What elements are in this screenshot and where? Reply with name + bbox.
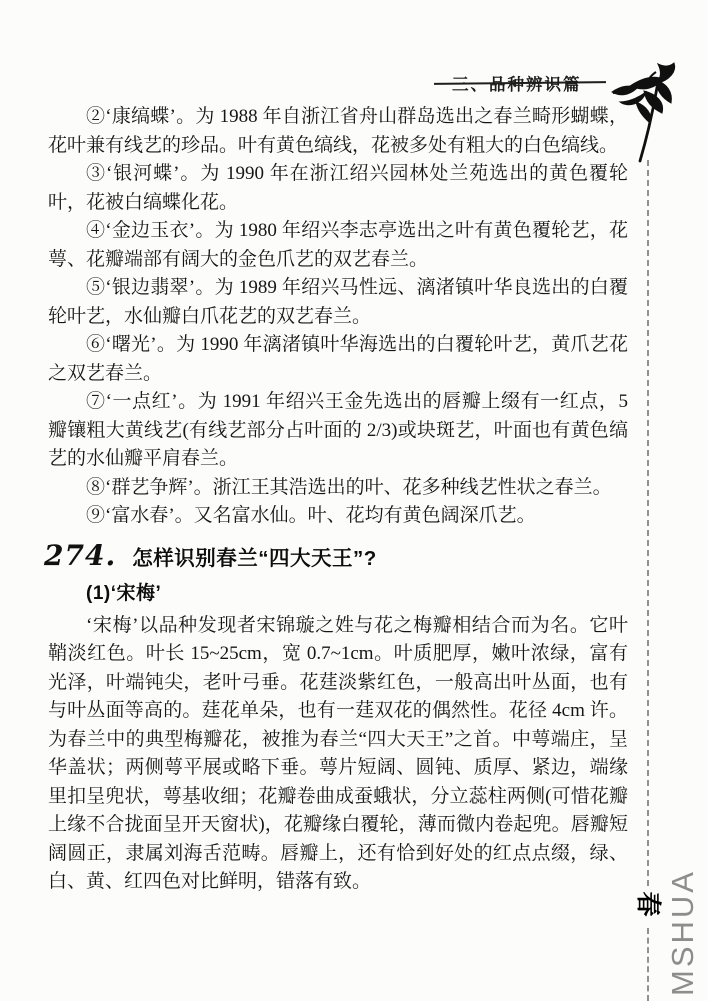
- paragraph-variety-7: ⑦‘一点红’。为 1991 年绍兴王金先选出的唇瓣上缀有一红点，5 瓣镶粗大黄线艺(有线艺部分占叶面的 2/3)或块斑艺，叶面也有黄色缟艺的水仙瓣平肩春兰。: [48, 391, 628, 469]
- paragraph-variety-6: ⑥‘曙光’。为 1990 年漓渚镇叶华海选出的白覆轮叶艺，黄爪艺花之双艺春兰。: [48, 334, 628, 384]
- paragraph-songmei-description: ‘宋梅’以品种发现者宋锦璇之姓与花之梅瓣相结合而为名。它叶鞘淡红色。叶长 15~25cm，宽 0.7~1cm。叶质肥厚，嫩叶浓绿，富有光泽，叶端钝尖，老叶弓垂。花莛淡紫红色，一般高出叶丛面，也有与叶丛面等高的。莛花单朵，也有一莛双花的偶然性。花径 4cm 许。为春兰中的典型梅瓣花，被推为春兰“四大天王”之首。中萼端庄，呈华盖状；两侧萼平展或略下垂。萼片短阔、圆钝、质厚、紧边，端缘里扣呈兜状，萼基收细；花瓣卷曲成蚕蛾状，分立蕊柱两侧(可惜花瓣上缘不合拢面呈开天窗状)，花瓣缘白覆轮，薄而微内卷起兜。唇瓣短阔圆正，隶属刘海舌范畴。唇瓣上，还有恰到好处的红点点缀，绿、白、黄、红四色对比鲜明，错落有致。: [48, 614, 628, 892]
- question-number: 274.: [44, 538, 117, 572]
- subsection-heading: (1)‘宋梅’: [86, 583, 162, 604]
- paragraph-variety-4: ④‘金边玉衣’。为 1980 年绍兴李志亭选出之叶有黄色覆轮艺，花萼、花瓣端部有阔大的金色爪艺的双艺春兰。: [48, 220, 628, 270]
- running-head: 三、品种辨识篇: [452, 76, 582, 94]
- page-edge-dotted-rule-lower: [647, 928, 649, 1001]
- paragraph-variety-8: ⑧‘群艺争辉’。浙江王其浩选出的叶、花多种线艺性状之春兰。: [86, 476, 612, 498]
- page-edge-dotted-rule-upper: [647, 160, 649, 886]
- question-heading: [44, 538, 628, 574]
- watermark-text: MSHUA: [665, 869, 700, 996]
- paragraph-variety-2: ②‘康缟蝶’。为 1988 年自浙江省舟山群岛选出之春兰畸形蝴蝶，花叶兼有线艺的珍品。叶有黄色缟线，花被多处有粗大的白色缟线。: [48, 106, 628, 156]
- body-text-column: [44, 103, 628, 897]
- question-title: 怎样识别春兰“四大天王”?: [132, 546, 377, 570]
- paragraph-variety-5: ⑤‘银边翡翠’。为 1989 年绍兴马性远、漓渚镇叶华良选出的白覆轮叶艺，水仙瓣白爪花艺的双艺春兰。: [48, 277, 628, 327]
- paragraph-variety-9: ⑨‘富水春’。又名富水仙。叶、花均有黄色阔深爪艺。: [86, 505, 536, 526]
- chapter-side-tab: 春: [634, 891, 662, 917]
- paragraph-variety-3: ③‘银河蝶’。为 1990 年在浙江绍兴园林处兰苑选出的黄色覆轮叶，花被白缟蝶化花。: [48, 163, 628, 213]
